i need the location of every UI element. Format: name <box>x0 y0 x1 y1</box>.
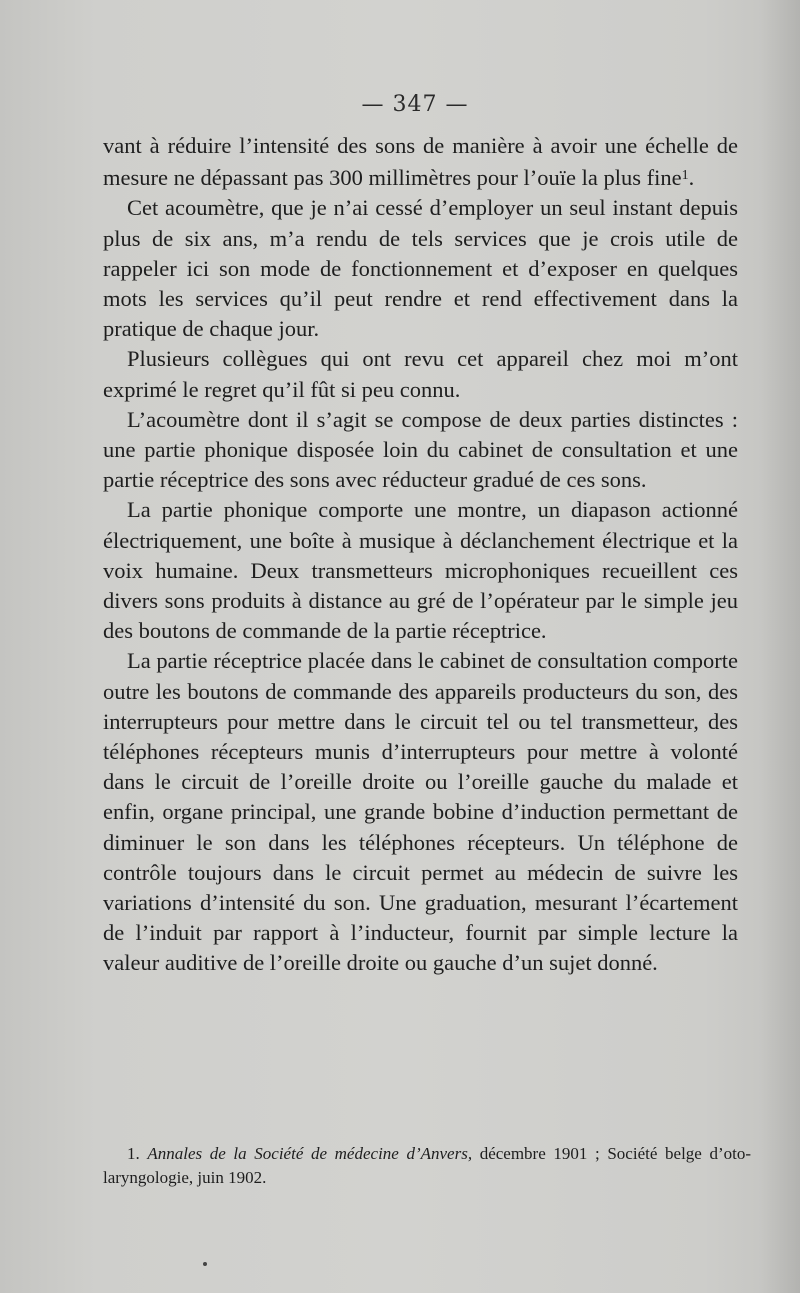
footnote <box>103 1142 751 1190</box>
paragraph-continuation <box>103 131 738 193</box>
scan-speck <box>203 1262 207 1266</box>
paragraph: Plusieurs collègues qui ont revu cet appareil chez moi m’ont exprimé le regret qu’il fût si peu connu. <box>103 346 738 402</box>
page-edge-shadow <box>760 0 800 1293</box>
footnote-marker: 1. <box>127 1144 140 1163</box>
paragraph: La partie réceptrice placée dans le cabinet de consultation comporte outre les boutons de commande des appareils producteurs du son, des interrupteurs pour mettre dans le circuit tel ou tel transmetteur, des téléphones récepteurs munis d’interrupteurs pour mettre à volonté dans le circuit de l’oreille droite ou l’oreille gauche du malade et enfin, organe principal, une grande bobine d’induction permettant de diminuer le son dans les téléphones récepteurs. Un téléphone de contrôle toujours dans le circuit permet au médecin de suivre les variations d’intensité du son. Une graduation, mesurant l’écartement de l’induit par rapport à l’inducteur, fournit par simple lecture la valeur auditive de l’oreille droite ou gauche d’un sujet donné. <box>103 648 738 976</box>
body-text <box>103 131 738 979</box>
paragraph-text: vant à réduire l’intensité des sons de manière à avoir une échelle de mesure ne dépassant pas 300 millimètres pour l’ouïe la plus fine <box>103 133 738 191</box>
page-number: — 347 — <box>361 92 469 117</box>
footnote-reference: 1 <box>681 168 689 184</box>
footnote-journal-title: Annales de la Société de médecine d’Anvers, <box>147 1144 473 1163</box>
footnote-text: décembre 1901 ; Société belge d’oto-laryngologie, juin 1902. <box>103 1144 751 1187</box>
paragraph: Cet acoumètre, que je n’ai cessé d’employer un seul instant depuis plus de six ans, m’a rendu de tels services que je crois utile de rappeler ici son mode de fonctionnement et d’exposer en quelques mots les services qu’il peut rendre et rend effectivement dans la pratique de chaque jour. <box>103 195 738 342</box>
paragraph: La partie phonique comporte une montre, un diapason actionné électriquement, une boîte à musique à déclanchement électrique et la voix humaine. Deux transmetteurs microphoniques recueillent ces divers sons produits à distance au gré de l’opérateur par le simple jeu des boutons de commande de la partie réceptrice. <box>103 497 738 644</box>
paragraph-text-end: . <box>688 165 695 191</box>
paragraph: L’acoumètre dont il s’agit se compose de deux parties distinctes : une partie phonique disposée loin du cabinet de consultation et une partie réceptrice des sons avec réducteur gradué de ces sons. <box>103 406 738 493</box>
